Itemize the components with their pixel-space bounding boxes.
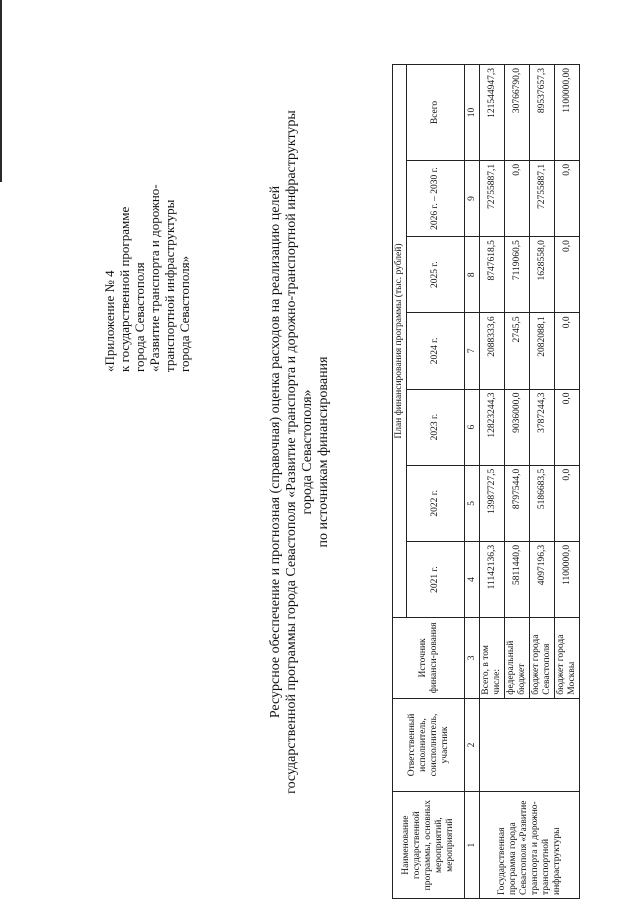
value-cell: 2745,5: [505, 313, 530, 389]
header-executor: Ответственный исполнитель, соисполнитель, участник: [393, 698, 465, 792]
column-index: 4: [465, 541, 480, 617]
total-cell: 1100000,00: [555, 65, 580, 161]
value-cell: 0,0: [555, 313, 580, 389]
column-index: 6: [465, 389, 480, 465]
value-cell: 1628558,0: [530, 237, 555, 313]
value-cell: 2088333,6: [480, 313, 505, 389]
table-header-row: [393, 65, 407, 899]
financing-table: [392, 64, 580, 899]
column-index: 9: [465, 160, 480, 236]
value-cell: 3787244,3: [530, 389, 555, 465]
value-cell: 72755887,1: [480, 160, 505, 236]
total-cell: 30766790,0: [505, 65, 530, 161]
value-cell: 72755887,1: [530, 160, 555, 236]
source-cell: бюджет города Севастополя: [530, 618, 555, 699]
column-index: 10: [465, 65, 480, 161]
value-cell: 2082088,1: [530, 313, 555, 389]
value-cell: 0,0: [555, 160, 580, 236]
column-index: 7: [465, 313, 480, 389]
value-cell: 5186683,5: [530, 465, 555, 541]
program-name-cell: Государственная программа города Севастополя «Развитие транспорта и дорожно-транспортной инфраструктуры: [480, 792, 580, 899]
header-year: 2022 г.: [407, 465, 465, 541]
value-cell: 8747618,5: [480, 237, 505, 313]
column-index: 2: [465, 698, 480, 792]
value-cell: 13987727,5: [480, 465, 505, 541]
header-year: 2024 г.: [407, 313, 465, 389]
value-cell: 0,0: [555, 237, 580, 313]
header-name: Наименование государственной программы, основных мероприятий, мероприятий: [393, 792, 465, 899]
value-cell: 0,0: [505, 160, 530, 236]
header-plan: План финансирования программы (тыс. рублей): [393, 65, 407, 618]
executor-cell: [480, 698, 580, 792]
title-line-3: города Севастополя»: [300, 389, 315, 515]
header-year: 2026 г. – 2030 г.: [407, 160, 465, 236]
source-cell: бюджет города Москвы: [555, 618, 580, 699]
appendix-heading: «Приложение № 4 к государственной программе города Севастополя «Развитие транспорта и дорожно- транспортной инфраструктуры города Севастополя»: [102, 184, 192, 372]
value-cell: 1100000,0: [555, 541, 580, 617]
title-line-4: по источникам финансирования: [316, 356, 331, 548]
header-total: Всего: [407, 65, 465, 161]
header-year: 2025 г.: [407, 237, 465, 313]
total-cell: 121544947,3: [480, 65, 505, 161]
value-cell: 0,0: [555, 465, 580, 541]
column-index: 8: [465, 237, 480, 313]
value-cell: 11142136,3: [480, 541, 505, 617]
value-cell: 7119060,5: [505, 237, 530, 313]
value-cell: 8797544,0: [505, 465, 530, 541]
column-index: 5: [465, 465, 480, 541]
column-index-row: [465, 65, 480, 899]
title-line-2: государственной программы города Севастополя «Развитие транспорта и дорожно-транспортной инфраструктуры: [284, 110, 299, 794]
value-cell: 0,0: [555, 389, 580, 465]
source-cell: Всего, в том числе:: [480, 618, 505, 699]
column-index: 1: [465, 792, 480, 899]
title-line-1: Ресурсное обеспечение и прогнозная (справочная) оценка расходов на реализацию целей: [268, 185, 283, 719]
column-index: 3: [465, 618, 480, 699]
value-cell: 9036000,0: [505, 389, 530, 465]
value-cell: 12823244,3: [480, 389, 505, 465]
header-source: Источник финанси-рования: [393, 618, 465, 699]
value-cell: 4097196,3: [530, 541, 555, 617]
header-year: 2021 г.: [407, 541, 465, 617]
source-cell: федеральный бюджет: [505, 618, 530, 699]
table-row: [480, 65, 505, 899]
total-cell: 89537657,3: [530, 65, 555, 161]
document-page: [0, 2, 640, 902]
document-title: [268, 92, 332, 812]
value-cell: 5811440,0: [505, 541, 530, 617]
header-year: 2023 г.: [407, 389, 465, 465]
